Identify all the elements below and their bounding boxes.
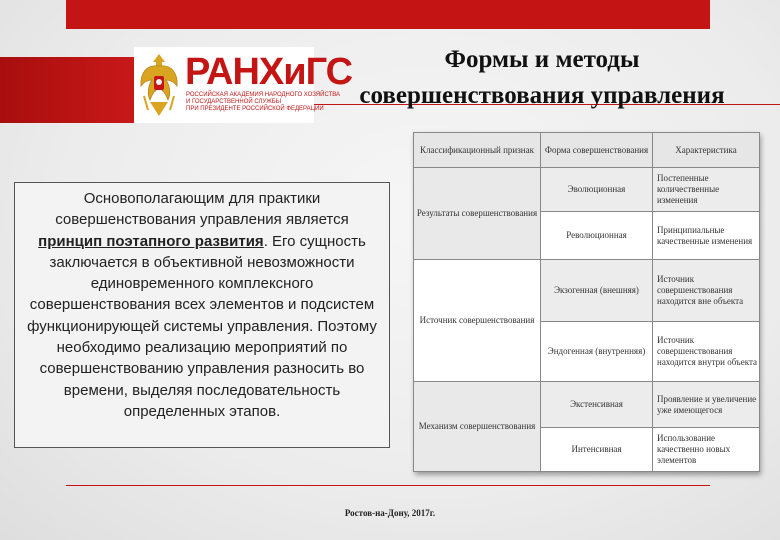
form-cell: Экзогенная (внешняя)	[541, 260, 653, 322]
text-after: . Его сущность заключается в объективной невозможности единовременного комплексного совершенствования всех элементов и подсистем функционирующей системы управления. Поэтому необходимо реализацию мероприятий по совершенствованию управления разносить во времени, выделяя последовательность определенных этапов.	[27, 232, 377, 420]
table-row	[414, 168, 760, 212]
logo-subtitle	[186, 92, 341, 113]
char-cell: Постепенные количественные изменения	[653, 168, 760, 212]
char-cell: Использование качественно новых элементов	[653, 428, 760, 472]
logo-name: РАНХиГС	[185, 51, 353, 93]
form-cell: Эволюционная	[541, 168, 653, 212]
table-header-row	[414, 133, 760, 168]
logo-subtitle-line: РОССИЙСКАЯ АКАДЕМИЯ НАРОДНОГО ХОЗЯЙСТВА	[186, 92, 341, 98]
sign-cell: Источник совершенствования	[414, 260, 541, 382]
footer-divider	[66, 485, 710, 486]
sign-cell: Механизм совершенствования	[414, 382, 541, 472]
form-cell: Интенсивная	[541, 428, 653, 472]
form-cell: Эндогенная (внутренняя)	[541, 322, 653, 382]
left-red-band	[0, 57, 134, 123]
char-cell: Источник совершенствования находится вне объекта	[653, 260, 760, 322]
slide-title	[318, 42, 766, 114]
sign-cell: Результаты совершенствования	[414, 168, 541, 260]
slide-title-line1: Формы и методы	[444, 46, 640, 73]
slide-title-line2: совершенствования управления	[359, 82, 725, 109]
table-row	[414, 382, 760, 428]
logo-subtitle-line: И ГОСУДАРСТВЕННОЙ СЛУЖБЫ	[186, 99, 282, 105]
text-before: Основополагающим для практики совершенствования управления является	[55, 190, 349, 229]
form-cell: Экстенсивная	[541, 382, 653, 428]
header-cell: Форма совершенствования	[541, 133, 653, 168]
classification-table	[413, 132, 759, 472]
header-cell: Классификационный признак	[414, 133, 541, 168]
text-highlight: принцип поэтапного развития	[38, 232, 264, 250]
table-row	[414, 260, 760, 322]
char-cell: Принципиальные качественные изменения	[653, 212, 760, 260]
form-cell: Революционная	[541, 212, 653, 260]
logo-subtitle-line: ПРИ ПРЕЗИДЕНТЕ РОССИЙСКОЙ ФЕДЕРАЦИИ	[186, 106, 324, 112]
char-cell: Проявление и увеличение уже имеющегося	[653, 382, 760, 428]
principle-text-box	[14, 182, 390, 448]
footer-location-date: Ростов-на-Дону, 2017г.	[344, 508, 436, 518]
char-cell: Источник совершенствования находится внутри объекта	[653, 322, 760, 382]
eagle-emblem-icon	[138, 50, 180, 120]
top-red-bar	[66, 0, 710, 29]
header-cell: Характеристика	[653, 133, 760, 168]
